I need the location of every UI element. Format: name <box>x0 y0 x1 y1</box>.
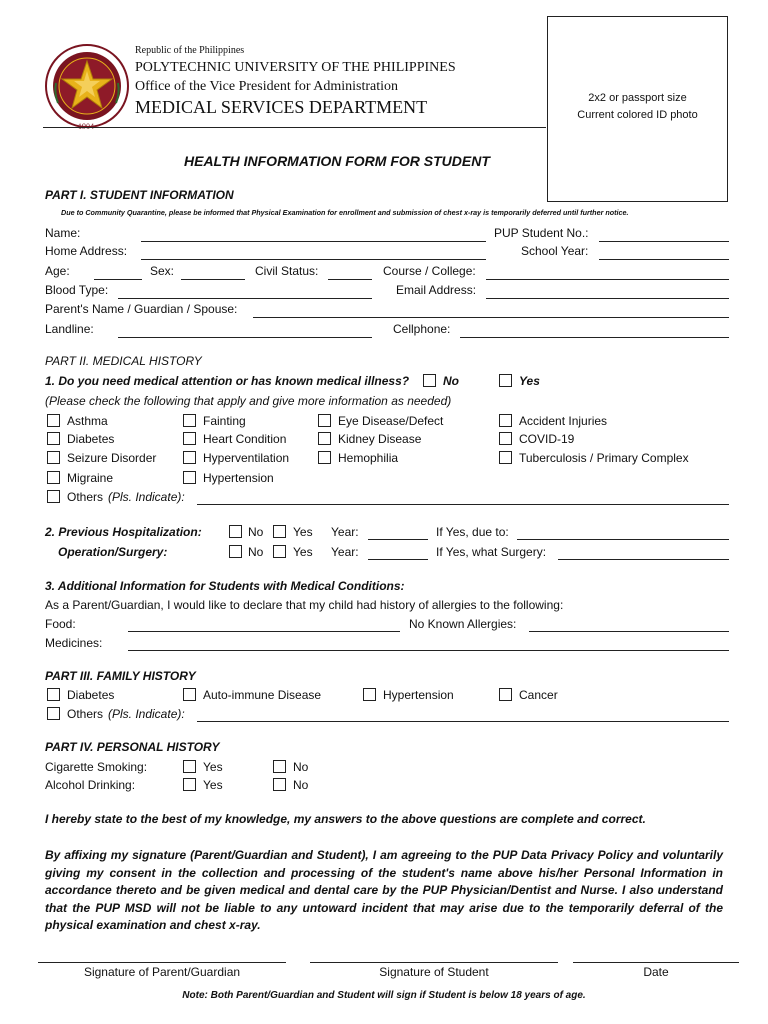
drinking-no-label: No <box>293 778 309 792</box>
q1-no-label: No <box>443 374 459 388</box>
drinking-yes-label: Yes <box>203 778 223 792</box>
q1-instruction: (Please check the following that apply and give more information as needed) <box>45 394 452 408</box>
heart-checkbox[interactable] <box>183 432 196 445</box>
q3-label: 3. Additional Information for Students with Medical Conditions: <box>45 579 405 593</box>
civil-status-field[interactable] <box>328 279 372 280</box>
others-checkbox[interactable] <box>47 490 60 503</box>
fainting-checkbox[interactable] <box>183 414 196 427</box>
drinking-yes-checkbox[interactable] <box>183 778 196 791</box>
student-signature-label: Signature of Student <box>379 965 489 979</box>
hemophilia-checkbox[interactable] <box>318 451 331 464</box>
others-field[interactable] <box>197 504 729 505</box>
fam-cancer-label: Cancer <box>519 688 558 702</box>
footer-note: Note: Both Parent/Guardian and Student will sign if Student is below 18 years of age. <box>182 990 586 1001</box>
fam-autoimmune-checkbox[interactable] <box>183 688 196 701</box>
university-seal <box>44 43 130 129</box>
landline-field[interactable] <box>118 337 372 338</box>
food-label: Food: <box>45 617 76 631</box>
seal-year: 1904 <box>78 122 94 131</box>
parent-signature-line[interactable] <box>38 962 286 963</box>
hyperventilation-checkbox[interactable] <box>183 451 196 464</box>
diabetes-checkbox[interactable] <box>47 432 60 445</box>
parent-signature-label: Signature of Parent/Guardian <box>83 965 241 979</box>
fam-diabetes-checkbox[interactable] <box>47 688 60 701</box>
accident-checkbox[interactable] <box>499 414 512 427</box>
hyperventilation-label: Hyperventilation <box>203 451 290 465</box>
tb-checkbox[interactable] <box>499 451 512 464</box>
diabetes-label: Diabetes <box>67 432 115 446</box>
blood-type-field[interactable] <box>118 298 372 299</box>
fainting-label: Fainting <box>203 414 246 428</box>
email-field[interactable] <box>486 298 729 299</box>
q1-no-checkbox[interactable] <box>423 374 436 387</box>
fam-hypertension-label: Hypertension <box>383 688 454 702</box>
fam-others-label: Others <box>67 707 104 721</box>
landline-label: Landline: <box>45 322 94 336</box>
q2b-label: Operation/Surgery: <box>58 545 168 559</box>
date-line[interactable] <box>573 962 739 963</box>
seizure-label: Seizure Disorder <box>67 451 157 465</box>
date-label: Date <box>643 965 669 979</box>
hosp-due-label: If Yes, due to: <box>436 525 509 539</box>
others-label: Others <box>67 490 104 504</box>
parent-field[interactable] <box>253 317 729 318</box>
part2-title: PART II. MEDICAL HISTORY <box>45 354 202 368</box>
drinking-no-checkbox[interactable] <box>273 778 286 791</box>
heart-label: Heart Condition <box>203 432 287 446</box>
surg-what-field[interactable] <box>558 559 729 560</box>
declare-text: As a Parent/Guardian, I would like to declare that my child had history of allergies to the following: <box>45 598 564 612</box>
surg-year-field[interactable] <box>368 559 428 560</box>
q2-label: 2. Previous Hospitalization: <box>45 525 202 539</box>
surg-yes-text: Yes <box>293 545 313 559</box>
department-name: MEDICAL SERVICES DEPARTMENT <box>135 97 428 117</box>
surg-no-checkbox[interactable] <box>229 545 242 558</box>
statement-text: I hereby state to the best of my knowledge, my answers to the above questions are complete and correct. <box>45 812 646 826</box>
hemophilia-label: Hemophilia <box>338 451 399 465</box>
sex-label: Sex: <box>150 264 175 278</box>
cellphone-label: Cellphone: <box>393 322 451 336</box>
university-name: POLYTECHNIC UNIVERSITY OF THE PHILIPPINES <box>135 60 456 75</box>
smoking-yes-checkbox[interactable] <box>183 760 196 773</box>
hosp-yes-checkbox[interactable] <box>273 525 286 538</box>
drinking-label: Alcohol Drinking: <box>45 778 136 792</box>
hosp-no-text: No <box>248 525 264 539</box>
kidney-label: Kidney Disease <box>338 432 422 446</box>
office-name: Office of the Vice President for Administration <box>135 79 399 94</box>
name-field[interactable] <box>141 241 486 242</box>
fam-others-checkbox[interactable] <box>47 707 60 720</box>
covid-checkbox[interactable] <box>499 432 512 445</box>
hypertension-label: Hypertension <box>203 471 274 485</box>
email-label: Email Address: <box>396 283 477 297</box>
cellphone-field[interactable] <box>460 337 729 338</box>
q1-yes-label: Yes <box>519 374 540 388</box>
surg-year-label: Year: <box>331 545 359 559</box>
migraine-label: Migraine <box>67 471 114 485</box>
migraine-checkbox[interactable] <box>47 471 60 484</box>
school-year-label: School Year: <box>521 244 589 258</box>
smoking-no-label: No <box>293 760 309 774</box>
home-address-field[interactable] <box>141 259 486 260</box>
age-label: Age: <box>45 264 70 278</box>
student-no-field[interactable] <box>599 241 729 242</box>
surg-no-text: No <box>248 545 264 559</box>
consent-text: By affixing my signature (Parent/Guardian and Student), I am agreeing to the PUP Data Privacy Policy and voluntarily giving my consent in the collection and processing of the student's name above his/her Personal Information in accordance thereto and be given medical and dental care by the PUP Physician/Dentist and Nurse. I also understand that the PUP MSD will not be liable to any untoward incident that may arise due to the temporarily deferral of the physical examination and chest x-ray. <box>45 848 723 932</box>
age-field[interactable] <box>94 279 142 280</box>
student-signature-line[interactable] <box>310 962 558 963</box>
q1-label: 1. Do you need medical attention or has known medical illness? <box>45 374 410 388</box>
fam-others-field[interactable] <box>197 721 729 722</box>
school-year-field[interactable] <box>599 259 729 260</box>
photo-box <box>547 16 728 202</box>
hosp-due-field[interactable] <box>517 539 729 540</box>
fam-diabetes-label: Diabetes <box>67 688 115 702</box>
course-label: Course / College: <box>383 264 476 278</box>
part1-title: PART I. STUDENT INFORMATION <box>45 188 234 202</box>
course-field[interactable] <box>486 279 729 280</box>
photo-type-label: Current colored ID photo <box>577 109 698 121</box>
q1-yes-checkbox[interactable] <box>499 374 512 387</box>
others-note: (Pls. Indicate): <box>108 490 185 504</box>
covid-label: COVID-19 <box>519 432 575 446</box>
smoking-label: Cigarette Smoking: <box>45 760 148 774</box>
part3-title: PART III. FAMILY HISTORY <box>45 669 196 683</box>
sex-field[interactable] <box>181 279 245 280</box>
medicines-field[interactable] <box>128 650 729 651</box>
hosp-yes-text: Yes <box>293 525 313 539</box>
kidney-checkbox[interactable] <box>318 432 331 445</box>
header-rule <box>43 127 546 128</box>
no-allergies-field[interactable] <box>529 631 729 632</box>
fam-hypertension-checkbox[interactable] <box>363 688 376 701</box>
smoking-yes-label: Yes <box>203 760 223 774</box>
fam-others-note: (Pls. Indicate): <box>108 707 185 721</box>
accident-label: Accident Injuries <box>519 414 608 428</box>
hosp-no-checkbox[interactable] <box>229 525 242 538</box>
name-label: Name: <box>45 226 81 240</box>
photo-size-label: 2x2 or passport size <box>588 92 687 104</box>
blood-type-label: Blood Type: <box>45 283 109 297</box>
eye-checkbox[interactable] <box>318 414 331 427</box>
seizure-checkbox[interactable] <box>47 451 60 464</box>
civil-status-label: Civil Status: <box>255 264 319 278</box>
part1-notice: Due to Community Quarantine, please be informed that Physical Examination for enrollment and submission of chest x-ray is temporarily deferred until further notice. <box>61 208 629 217</box>
home-address-label: Home Address: <box>45 244 128 258</box>
no-allergies-label: No Known Allergies: <box>409 617 517 631</box>
student-no-label: PUP Student No.: <box>494 226 589 240</box>
asthma-label: Asthma <box>67 414 108 428</box>
tb-label: Tuberculosis / Primary Complex <box>519 451 689 465</box>
smoking-no-checkbox[interactable] <box>273 760 286 773</box>
food-field[interactable] <box>128 631 400 632</box>
surg-what-label: If Yes, what Surgery: <box>436 545 547 559</box>
fam-autoimmune-label: Auto-immune Disease <box>203 688 322 702</box>
part4-title: PART IV. PERSONAL HISTORY <box>45 740 220 754</box>
parent-label: Parent's Name / Guardian / Spouse: <box>45 302 238 316</box>
surg-yes-checkbox[interactable] <box>273 545 286 558</box>
medicines-label: Medicines: <box>45 636 103 650</box>
asthma-checkbox[interactable] <box>47 414 60 427</box>
eye-label: Eye Disease/Defect <box>338 414 444 428</box>
fam-cancer-checkbox[interactable] <box>499 688 512 701</box>
form-title: HEALTH INFORMATION FORM FOR STUDENT <box>184 153 490 169</box>
republic-label: Republic of the Philippines <box>135 45 245 56</box>
hypertension-checkbox[interactable] <box>183 471 196 484</box>
hosp-year-label: Year: <box>331 525 359 539</box>
hosp-year-field[interactable] <box>368 539 428 540</box>
